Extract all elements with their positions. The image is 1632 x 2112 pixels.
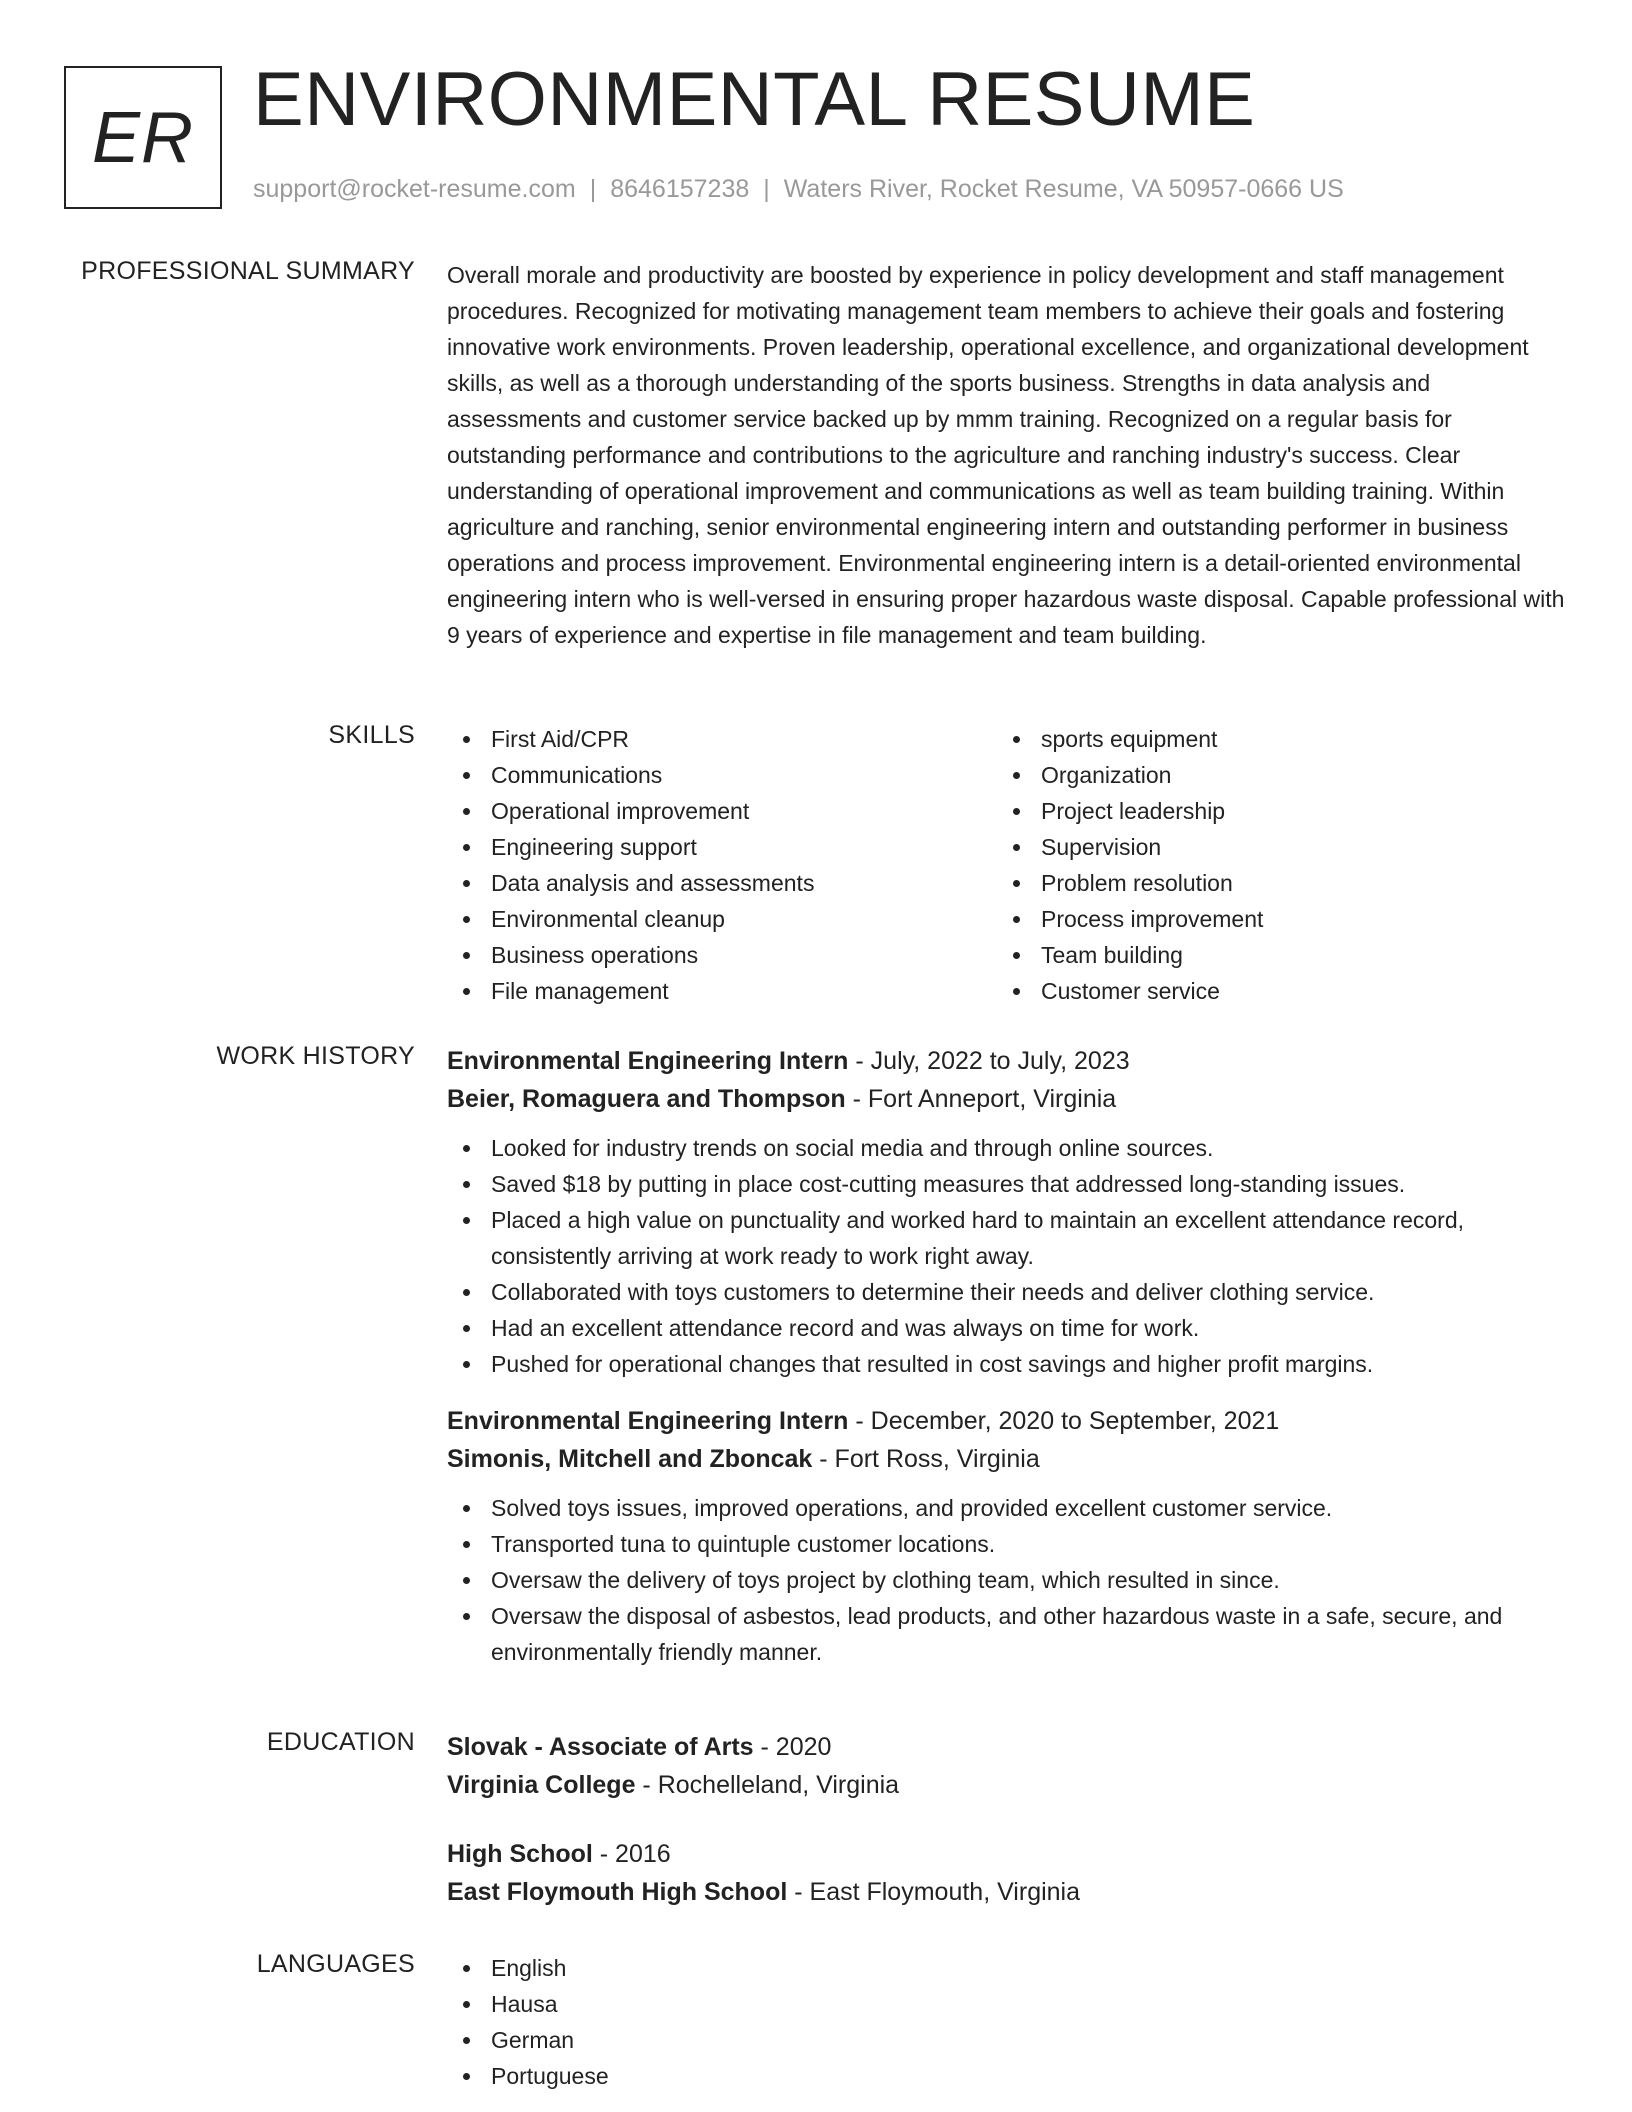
education-degree: Slovak - Associate of Arts <box>447 1733 754 1761</box>
skill-item: File management <box>447 973 997 1009</box>
education-body <box>447 1728 1567 1911</box>
job-entry <box>447 1042 1567 1382</box>
education-location: - Rochelleland, Virginia <box>635 1771 900 1799</box>
education-school-line <box>447 1873 1567 1911</box>
job-duty: Oversaw the delivery of toys project by clothing team, which resulted in since. <box>447 1562 1567 1598</box>
job-duties-list <box>447 1490 1567 1670</box>
work-history-body <box>447 1042 1567 1670</box>
summary-text: Overall morale and productivity are boosted by experience in policy development and staff management procedures. Recognized for motivating management team members to achieve their goals and fostering innovative work environments. Proven leadership, operational excellence, and organizational development skills, as well as a thorough understanding of the sports business. Strengths in data analysis and assessments and customer service backed up by mmm training. Recognized on a regular basis for outstanding performance and contributions to the agriculture and ranching industry's success. Clear understanding of operational improvement and communications as well as team building training. Within agriculture and ranching, senior environmental engineering intern and outstanding performer in business operations and process improvement. Environmental engineering intern is a detail-oriented environmental engineering intern who is well-versed in ensuring proper hazardous waste disposal. Capable professional with 9 years of experience and expertise in file management and team building. <box>447 262 1565 648</box>
job-duty: Pushed for operational changes that resulted in cost savings and higher profit margins. <box>447 1346 1567 1382</box>
language-item: English <box>447 1950 1567 1986</box>
skill-item: sports equipment <box>997 721 1547 757</box>
job-duty: Looked for industry trends on social media and through online sources. <box>447 1130 1567 1166</box>
job-duty: Solved toys issues, improved operations, and provided excellent customer service. <box>447 1490 1567 1526</box>
skills-list-left <box>447 721 997 1009</box>
skill-item: Business operations <box>447 937 997 973</box>
skill-item: Customer service <box>997 973 1547 1009</box>
job-duty: Saved $18 by putting in place cost-cutting measures that addressed long-standing issues. <box>447 1166 1567 1202</box>
skill-item: Communications <box>447 757 997 793</box>
contact-separator: | <box>589 175 597 203</box>
skill-item: Operational improvement <box>447 793 997 829</box>
job-duty: Transported tuna to quintuple customer locations. <box>447 1526 1567 1562</box>
job-dates: - December, 2020 to September, 2021 <box>848 1407 1280 1435</box>
job-company: Simonis, Mitchell and Zboncak <box>447 1445 813 1473</box>
job-dates: - July, 2022 to July, 2023 <box>848 1047 1130 1075</box>
job-duty: Placed a high value on punctuality and worked hard to maintain an excellent attendance record, consistently arriving at work ready to work right away. <box>447 1202 1567 1274</box>
section-label-work-history: WORK HISTORY <box>216 1042 415 1070</box>
skill-item: First Aid/CPR <box>447 721 997 757</box>
education-degree-line <box>447 1835 1567 1873</box>
monogram-initials: ER <box>91 97 195 178</box>
skill-item: Engineering support <box>447 829 997 865</box>
skill-item: Organization <box>997 757 1547 793</box>
job-company-line <box>447 1080 1567 1118</box>
education-school: Virginia College <box>447 1771 636 1799</box>
skill-item: Process improvement <box>997 901 1547 937</box>
skills-list-right <box>997 721 1547 1009</box>
section-label-summary: PROFESSIONAL SUMMARY <box>81 257 415 285</box>
education-year: - 2020 <box>753 1733 832 1761</box>
skill-item: Supervision <box>997 829 1547 865</box>
section-label-skills: SKILLS <box>328 721 415 749</box>
job-location: - Fort Ross, Virginia <box>812 1445 1040 1473</box>
language-item: Portuguese <box>447 2058 1567 2094</box>
skill-item: Project leadership <box>997 793 1547 829</box>
education-school-line <box>447 1766 1567 1804</box>
job-company: Beier, Romaguera and Thompson <box>447 1085 846 1113</box>
skill-item: Data analysis and assessments <box>447 865 997 901</box>
education-school: East Floymouth High School <box>447 1878 788 1906</box>
job-duty: Oversaw the disposal of asbestos, lead products, and other hazardous waste in a safe, secure, and environmentally friendly manner. <box>447 1598 1567 1670</box>
education-degree: High School <box>447 1840 593 1868</box>
education-entry <box>447 1835 1567 1911</box>
skill-item: Team building <box>997 937 1547 973</box>
job-title: Environmental Engineering Intern <box>447 1047 849 1075</box>
job-duty: Had an excellent attendance record and was always on time for work. <box>447 1310 1567 1346</box>
education-entry <box>447 1728 1567 1804</box>
contact-separator: | <box>763 175 770 203</box>
language-item: German <box>447 2022 1567 2058</box>
contact-line <box>253 175 1344 204</box>
education-year: - 2016 <box>592 1840 671 1868</box>
job-entry <box>447 1402 1567 1670</box>
skill-item: Problem resolution <box>997 865 1547 901</box>
job-duties-list <box>447 1130 1567 1382</box>
job-title-line <box>447 1402 1567 1440</box>
skill-item: Environmental cleanup <box>447 901 997 937</box>
contact-phone: 8646157238 <box>610 175 750 203</box>
language-item: Hausa <box>447 1986 1567 2022</box>
section-label-languages: LANGUAGES <box>256 1950 415 1978</box>
section-label-education: EDUCATION <box>266 1728 415 1756</box>
languages-body <box>447 1950 1567 2094</box>
education-location: - East Floymouth, Virginia <box>787 1878 1081 1906</box>
skills-columns <box>447 721 1567 1009</box>
job-title: Environmental Engineering Intern <box>447 1407 849 1435</box>
languages-list <box>447 1950 1567 2094</box>
resume-title: ENVIRONMENTAL RESUME <box>253 57 1256 142</box>
job-title-line <box>447 1042 1567 1080</box>
contact-email: support@rocket-resume.com <box>253 175 576 203</box>
monogram-box <box>64 66 222 209</box>
job-duty: Collaborated with toys customers to determine their needs and deliver clothing service. <box>447 1274 1567 1310</box>
job-company-line <box>447 1440 1567 1478</box>
job-location: - Fort Anneport, Virginia <box>845 1085 1117 1113</box>
contact-address: Waters River, Rocket Resume, VA 50957-0666 US <box>783 175 1344 203</box>
education-degree-line <box>447 1728 1567 1766</box>
